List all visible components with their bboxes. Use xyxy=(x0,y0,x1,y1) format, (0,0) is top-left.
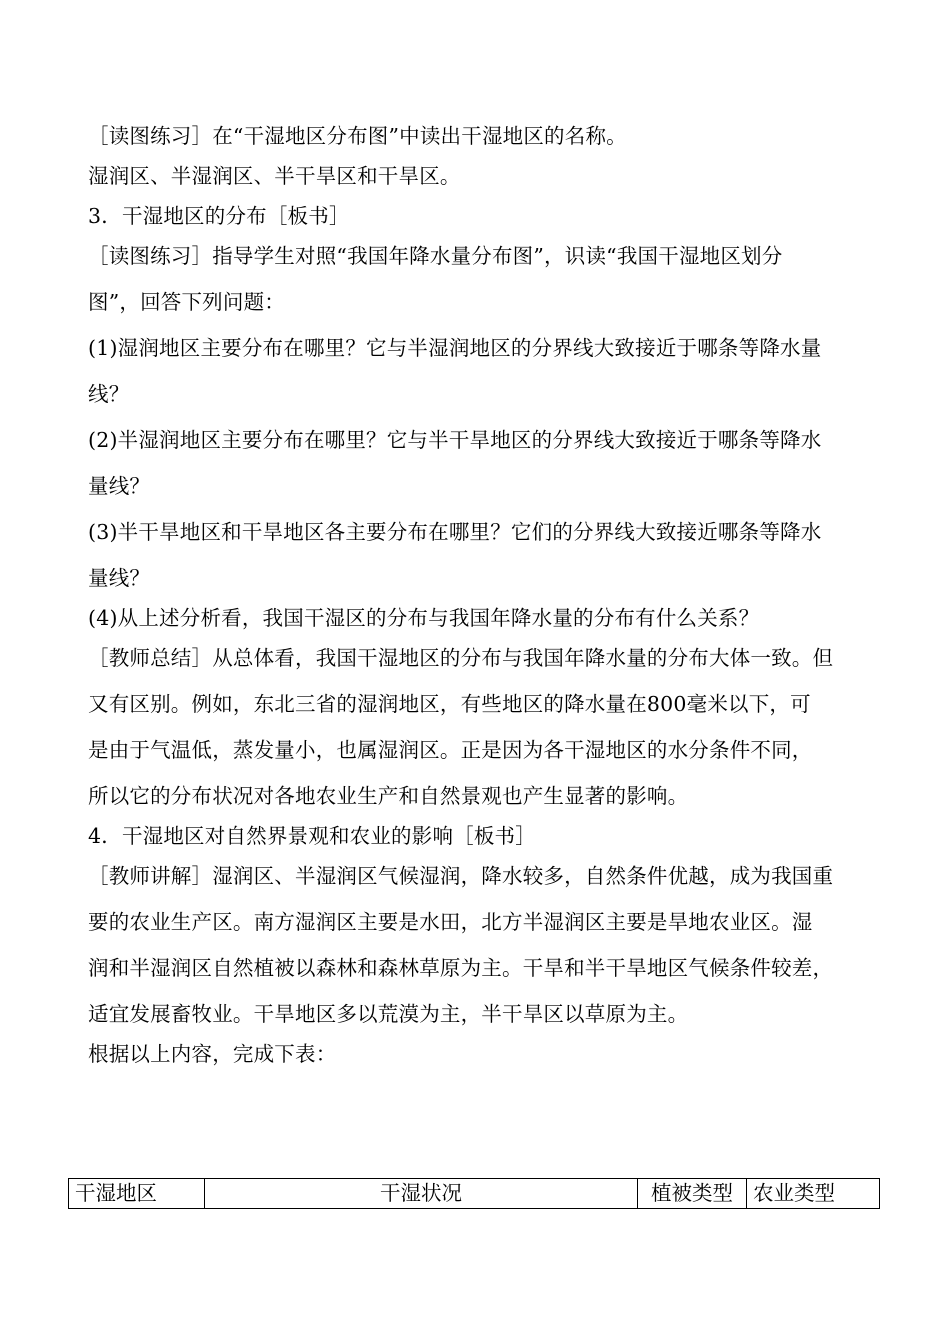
text-line: ［教师讲解］湿润区、半湿润区气候湿润，降水较多，自然条件优越，成为我国重 xyxy=(88,864,834,888)
document-body xyxy=(88,116,868,1074)
text-line: ［读图练习］在“干湿地区分布图”中读出干湿地区的名称。 xyxy=(88,124,627,148)
text-line: ［读图练习］指导学生对照“我国年降水量分布图”，识读“我国干湿地区划分 xyxy=(88,244,783,268)
text-line: 所以它的分布状况对各地农业生产和自然景观也产生显著的影响。 xyxy=(88,784,689,808)
text-line: 是由于气温低，蒸发量小，也属湿润区。正是因为各干湿地区的水分条件不同， xyxy=(88,738,813,762)
text-line: 根据以上内容，完成下表： xyxy=(88,1042,337,1066)
text-line: 适宜发展畜牧业。干旱地区多以荒漠为主，半干旱区以草原为主。 xyxy=(88,1002,689,1026)
table-header-cell: 干湿地区 xyxy=(69,1179,205,1209)
text-line: 润和半湿润区自然植被以森林和森林草原为主。干旱和半干旱地区气候条件较差， xyxy=(88,956,834,980)
table-header-cell: 干湿状况 xyxy=(205,1179,638,1209)
question-item: 量线？ xyxy=(88,566,151,590)
text-line: 又有区别。例如，东北三省的湿润地区，有些地区的降水量在800毫米以下，可 xyxy=(88,692,811,716)
question-item: (3)半干旱地区和干旱地区各主要分布在哪里？它们的分界线大致接近哪条等降水 xyxy=(88,520,822,544)
table-header-row xyxy=(69,1179,880,1209)
question-item: (4)从上述分析看，我国干湿区的分布与我国年降水量的分布有什么关系？ xyxy=(88,606,760,630)
question-item: (1)湿润地区主要分布在哪里？它与半湿润地区的分界线大致接近于哪条等降水量 xyxy=(88,336,822,360)
table-header-cell: 植被类型 xyxy=(638,1179,747,1209)
text-line: 要的农业生产区。南方湿润区主要是水田，北方半湿润区主要是旱地农业区。湿 xyxy=(88,910,813,934)
text-line: 图”，回答下列问题： xyxy=(88,290,285,314)
summary-table xyxy=(68,1178,880,1209)
text-line: 湿润区、半湿润区、半干旱区和干旱区。 xyxy=(88,164,461,188)
section-heading: 4．干湿地区对自然界景观和农业的影响［板书］ xyxy=(88,824,536,848)
question-item: (2)半湿润地区主要分布在哪里？它与半干旱地区的分界线大致接近于哪条等降水 xyxy=(88,428,822,452)
text-line: ［教师总结］从总体看，我国干湿地区的分布与我国年降水量的分布大体一致。但 xyxy=(88,646,834,670)
question-item: 量线？ xyxy=(88,474,151,498)
section-heading: 3．干湿地区的分布［板书］ xyxy=(88,204,350,228)
table-header-cell: 农业类型 xyxy=(747,1179,880,1209)
question-item: 线？ xyxy=(88,382,130,406)
